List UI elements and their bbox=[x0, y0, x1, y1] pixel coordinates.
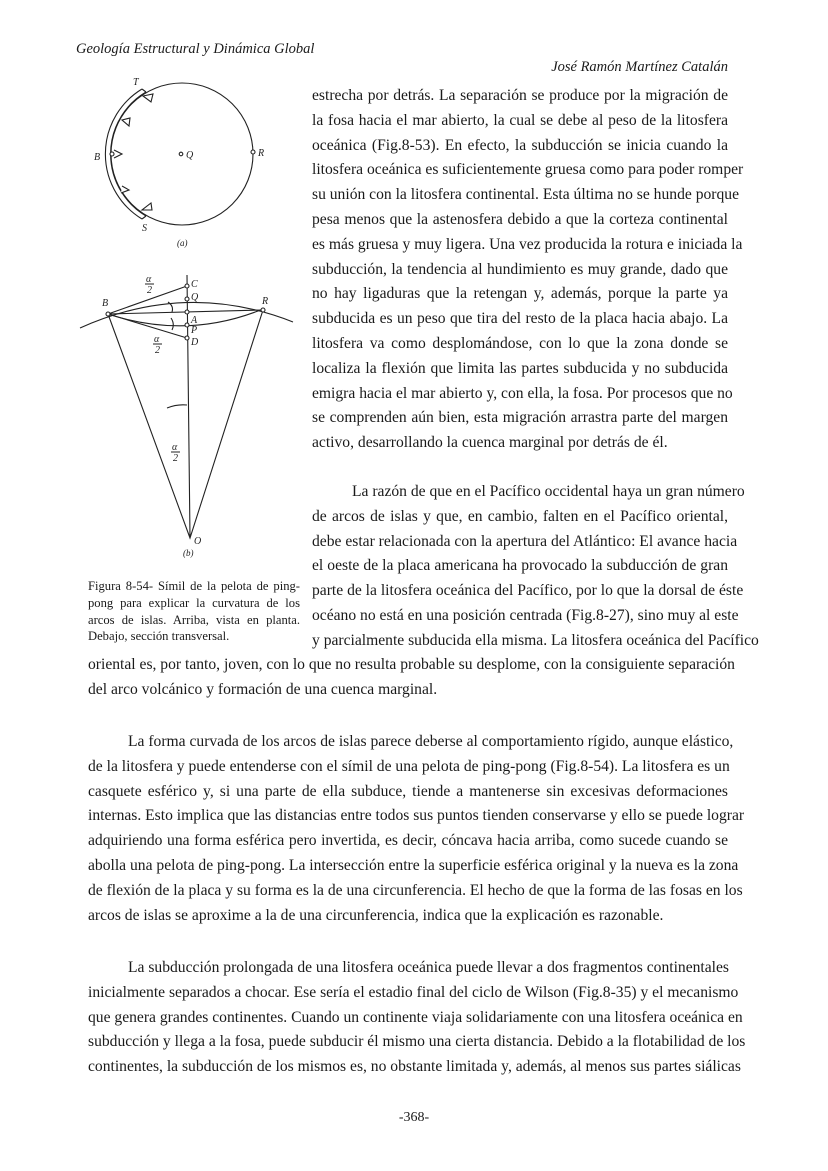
alpha-label: α bbox=[146, 274, 152, 285]
text-line: localiza la flexión que limita las partes subducida y no subducida bbox=[312, 359, 728, 377]
text-line: es más gruesa y muy ligera. Una vez producida la rotura e iniciada la bbox=[312, 235, 743, 253]
text-line: internas. Esto implica que las distancias entre todos sus puntos tienden conservarse y ello se puede lograr bbox=[88, 807, 745, 825]
figure-b-section bbox=[80, 275, 293, 538]
label-O: O bbox=[194, 536, 202, 547]
paragraph-3 bbox=[88, 730, 745, 928]
label-B: B bbox=[102, 298, 109, 309]
caption-line: pong para explicar la curvatura de los bbox=[88, 595, 300, 610]
figure-caption bbox=[88, 578, 300, 645]
text-line: de la litosfera y puede entenderse con el símil de una pelota de ping-pong (Fig.8-54). La litosfera es un bbox=[88, 757, 730, 775]
book-title: Geología Estructural y Dinámica Global bbox=[76, 41, 315, 57]
text-line: inicialmente separados a chocar. Ese sería el estadio final del ciclo de Wilson (Fig.8-35) y el mecanismo bbox=[88, 983, 739, 1001]
text-line: pesa menos que la astenosfera debido a que la corteza continental bbox=[312, 210, 728, 228]
caption-line: arcos de islas. Arriba, vista en planta. bbox=[88, 612, 300, 627]
label-S: S bbox=[142, 223, 147, 234]
text-line: arcos de islas se aproxime a la de una circunferencia, indica que la explicación es razonable. bbox=[88, 906, 664, 924]
text-line: subducción, la tendencia al hundimiento es muy grande, dado que bbox=[312, 260, 728, 278]
alpha-label: α bbox=[154, 334, 160, 345]
label-P: P bbox=[191, 325, 198, 336]
text-line: casquete esférico y, si una parte de ella subduce, tiende a mantenerse sin excesivas deformaciones bbox=[88, 782, 728, 800]
label-A: A bbox=[191, 315, 198, 326]
text-line: subducida es un peso que tira del resto de la placa hacia abajo. La bbox=[312, 310, 728, 328]
paragraph-1 bbox=[312, 84, 744, 456]
author-name: José Ramón Martínez Catalán bbox=[551, 59, 728, 75]
alpha-denominator: 2 bbox=[155, 345, 160, 356]
paragraph-2 bbox=[312, 480, 759, 654]
figure-8-54 bbox=[0, 0, 310, 570]
text-line: no hay ligaduras que la retengan y, además, porque la parte ya bbox=[312, 285, 728, 303]
text-line: oriental es, por tanto, joven, con lo que no resulta probable su desplome, con la consiguiente separación bbox=[88, 656, 735, 673]
text-line: de arcos de islas y que, en cambio, falten en el Pacífico oriental, bbox=[312, 507, 728, 525]
label-R: R bbox=[258, 148, 265, 159]
text-line: litosfera oceánica es suficientemente gruesa como para poder romper bbox=[312, 161, 744, 179]
text-line: La subducción prolongada de una litosfera oceánica puede llevar a dos fragmentos continentales bbox=[128, 959, 729, 976]
label-R: R bbox=[262, 296, 269, 307]
text-line: abolla una pelota de ping-pong. La intersección entre la superficie esférica original y la nueva es la zona bbox=[88, 856, 739, 874]
text-line: activo, desarrollando la cuenca marginal por detrás de él. bbox=[312, 434, 668, 452]
text-line: el oeste de la placa americana ha provocado la subducción de gran bbox=[312, 557, 728, 575]
text-line: se comprenden aún bien, esta migración arrastra parte del margen bbox=[312, 409, 728, 427]
paragraph-4 bbox=[88, 956, 746, 1080]
label-C: C bbox=[191, 279, 198, 290]
text-line: estrecha por detrás. La separación se produce por la migración de bbox=[312, 87, 728, 104]
text-line: debe estar relacionada con la apertura del Atlántico: El avance hacia bbox=[312, 532, 738, 550]
caption-line: Figura 8-54- Símil de la pelota de ping- bbox=[88, 579, 300, 593]
text-line: emigra hacia el mar abierto y, con ella, la fosa. Por procesos que no bbox=[312, 384, 733, 402]
label-T: T bbox=[133, 77, 139, 88]
text-line: La razón de que en el Pacífico occidental haya un gran número bbox=[352, 483, 745, 500]
text-line: que genera grandes continentes. Cuando un continente viaja solidariamente con una litosfera oceánica en bbox=[88, 1008, 743, 1026]
text-line: adquiriendo una forma esférica pero invertida, es decir, cóncava hacia arriba, como sucede cuando se bbox=[88, 832, 728, 850]
alpha-label: α bbox=[172, 442, 178, 453]
caption-line: Debajo, sección transversal. bbox=[88, 629, 230, 644]
figure-b-caption: (b) bbox=[183, 548, 194, 558]
text-line: continentes, la subducción de los mismos es, no obstante limitada y, además, al menos sus partes siálicas bbox=[88, 1058, 741, 1076]
text-line: oceánica (Fig.8-53). En efecto, la subducción se inicia cuando la bbox=[312, 136, 728, 154]
alpha-denominator: 2 bbox=[173, 453, 178, 464]
text-line: su unión con la litosfera continental. Esta última no se hunde porque bbox=[312, 186, 739, 204]
text-line: La forma curvada de los arcos de islas parece deberse al comportamiento rígido, aunque elástico, bbox=[128, 733, 734, 750]
text-line: litosfera va como desplomándose, con lo que la zona donde se bbox=[312, 334, 728, 352]
text-line: de flexión de la placa y su forma es la de una circunferencia. El hecho de que la forma de las fosas en los bbox=[88, 881, 743, 899]
figure-a-plan-view bbox=[105, 83, 255, 225]
text-line: la fosa hacia el mar abierto, la cual se debe al peso de la litosfera bbox=[312, 111, 728, 129]
text-line: subducción y llega a la fosa, puede subducir él mismo una cierta distancia. Debido a la flotabilidad de los bbox=[88, 1033, 746, 1051]
alpha-denominator: 2 bbox=[147, 285, 152, 296]
figure-a-caption: (a) bbox=[177, 238, 188, 248]
page-number: -368- bbox=[398, 1110, 430, 1125]
label-B: B bbox=[94, 152, 101, 163]
label-D: D bbox=[191, 337, 199, 348]
text-line: y parcialmente subducida ella misma. La litosfera oceánica del Pacífico bbox=[312, 631, 759, 649]
label-Q: Q bbox=[191, 292, 199, 303]
text-line: parte de la litosfera oceánica del Pacífico, por lo que la dorsal de éste bbox=[312, 582, 744, 600]
paragraph-2-continued bbox=[88, 653, 735, 703]
text-line: del arco volcánico y formación de una cuenca marginal. bbox=[88, 680, 438, 698]
trench-teeth bbox=[114, 94, 153, 210]
text-line: océano no está en una posición centrada (Fig.8-27), sino muy al este bbox=[312, 606, 739, 624]
label-Q: Q bbox=[186, 150, 194, 161]
